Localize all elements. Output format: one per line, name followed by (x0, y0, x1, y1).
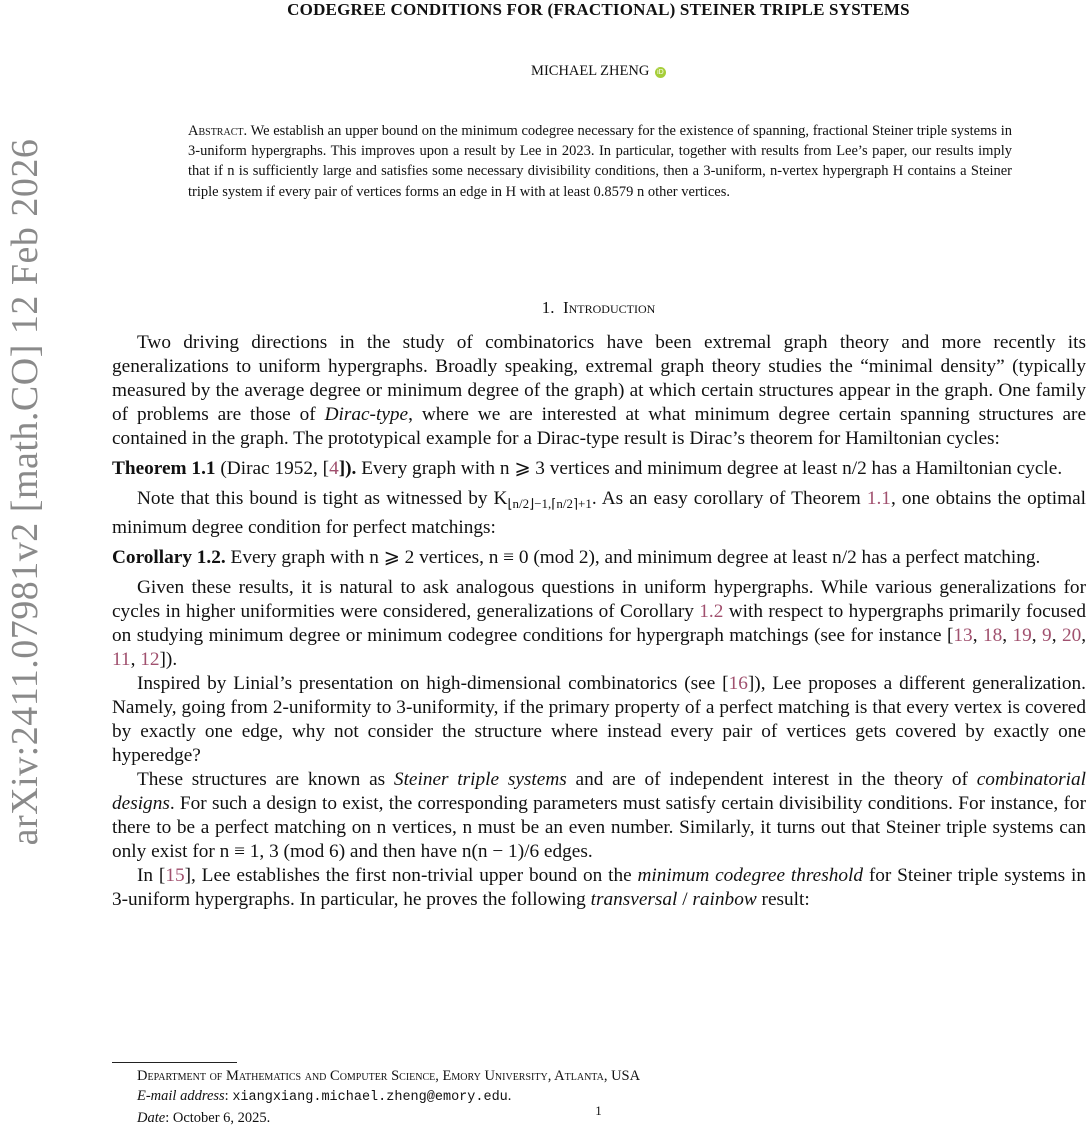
citation-link[interactable]: 4 (329, 458, 339, 479)
citation-link[interactable]: 13 (953, 625, 973, 646)
paper-title: CODEGREE CONDITIONS FOR (FRACTIONAL) STEINER TRIPLE SYSTEMS (287, 0, 910, 19)
emphasis-text: combinatorial designs (112, 769, 1087, 814)
text-segment: , (1081, 625, 1087, 646)
citation-link[interactable]: 20 (1061, 625, 1082, 646)
text-segment: ]), Lee proposes a different generalization. Namely, going from 2-uniformity to 3-uniformity, if the primary property of a perfect matching is that every vertex is covered by exactly one edge, why not consider the structure where instead every pair of vertices gets covered by exactly one hyperedge? (112, 673, 1086, 766)
citation-link[interactable]: 1.2 (699, 601, 724, 622)
text-segment: , where we are interested at what minimum degree certain spanning structures are contained in the graph. The prototypical example for a Dirac-type result is Dirac’s theorem for Hamiltonian cycles: (112, 404, 1086, 449)
theorem-environment (112, 457, 1086, 481)
theorem-label: Theorem 1.1 (112, 458, 216, 479)
footnote-rule (112, 1062, 237, 1063)
abstract-text: We establish an upper bound on the minimum codegree necessary for the existence of spanning, fractional Steiner triple systems in 3-uniform hypergraphs. This improves upon a result by Lee in 2023. In particular, together with results from Lee’s paper, our results imply that if n is sufficiently large and satisfies some necessary divisibility conditions, then a 3-uniform, n-vertex hypergraph H contains a Steiner triple system if every pair of vertices forms an edge in H with at least 0.8579 n other vertices. (188, 123, 1012, 200)
paragraph (112, 768, 1086, 864)
text-segment: Every graph with n ⩾ 2 vertices, n ≡ 0 (mod 2), and minimum degree at least n/2 has a perfect matching. (225, 547, 1041, 568)
text-segment: , (1002, 625, 1013, 646)
text-segment: , (1031, 625, 1043, 646)
text-segment: , (130, 649, 141, 670)
subscript: ⌊n/2⌋−1,⌈n/2⌉+1 (507, 496, 592, 511)
theorem-environment (112, 546, 1086, 570)
text-segment: (Dirac 1952, [ (215, 458, 330, 479)
arxiv-identifier: arXiv:2411.07981v2 [math.CO] 12 Feb 2026 (4, 138, 46, 846)
text-segment: , one obtains the optimal minimum degree condition for perfect matchings: (112, 488, 1086, 538)
text-segment: Note that this bound is tight as witnessed by K (137, 488, 508, 509)
text-segment: Inspired by Linial’s presentation on high-dimensional combinatorics (see [ (137, 673, 729, 694)
email-link[interactable]: xiangxiang.michael.zheng@emory.edu (232, 1090, 508, 1105)
paragraph (112, 672, 1086, 768)
citation-link[interactable]: 1.1 (866, 488, 891, 509)
theorem-label: ]) (338, 458, 352, 479)
text-segment: Every graph with n ⩾ 3 vertices and minimum degree at least n/2 has a Hamiltonian cycle. (356, 458, 1063, 479)
text-segment: In [ (137, 865, 166, 886)
abstract (188, 121, 1012, 202)
text-segment: Two driving directions in the study of combinatorics have been extremal graph theory and more recently its generalizations to uniform hypergraphs. Broadly speaking, extremal graph theory studies the “minimal density” (typically measured by the average degree or minimum degree of the graph) at which certain structures appear in the graph. One family of problems are those of (112, 332, 1086, 425)
text-segment: . For such a design to exist, the corresponding parameters must satisfy certain divisibility conditions. For instance, for there to be a perfect matching on n vertices, n must be an even number. Similarly, it turns out that Steiner triple systems can only exist for n ≡ 1, 3 (mod 6) and then have n(n − 1)/6 edges. (112, 793, 1086, 862)
text-segment: , (1051, 625, 1062, 646)
email-label: E-mail address (137, 1088, 225, 1104)
author (112, 63, 1085, 80)
emphasis-text: Steiner triple systems (393, 769, 567, 790)
theorem-label: . (351, 458, 357, 479)
date: October 6, 2025. (172, 1110, 271, 1126)
theorem-label: Corollary 1.2. (112, 547, 226, 568)
citation-link[interactable]: 16 (728, 673, 748, 694)
section-heading (112, 298, 1085, 318)
emphasis-text: Dirac-type (324, 404, 409, 425)
text-segment: result: (756, 889, 810, 910)
page-number: 1 (595, 1103, 602, 1118)
citation-link[interactable]: 9 (1042, 625, 1052, 646)
text-segment: These structures are known as (137, 769, 394, 790)
text-segment: , (972, 625, 983, 646)
date-label: Date (137, 1110, 166, 1126)
section-title: Introduction (562, 298, 656, 317)
text-segment: Given these results, it is natural to ask analogous questions in uniform hypergraphs. While various generalizations for cycles in higher uniformities were considered, generalizations of Corollary (112, 577, 1086, 622)
text-segment: ], Lee establishes the first non-trivial upper bound on the (184, 865, 638, 886)
orcid-icon[interactable]: iD (655, 67, 666, 78)
emphasis-text: minimum codegree threshold (637, 865, 863, 886)
text-segment: ]). (159, 649, 178, 670)
text-segment: and are of independent interest in the theory of (566, 769, 977, 790)
author-name: MICHAEL ZHENG (531, 63, 650, 79)
affiliation: Department of Mathematics and Computer Science, Emory University, Atlanta, USA (137, 1068, 641, 1084)
paragraph (112, 576, 1086, 672)
section-number: 1. (541, 298, 555, 317)
body-text (112, 331, 1086, 912)
text-segment: / (677, 889, 693, 910)
paragraph (112, 487, 1086, 540)
paragraph (112, 864, 1086, 912)
text-segment: for Steiner triple systems in 3-uniform hypergraphs. In particular, he proves the following (112, 865, 1086, 910)
emphasis-text: rainbow (692, 889, 757, 910)
text-segment: . As an easy corollary of Theorem (591, 488, 867, 509)
citation-link[interactable]: 15 (165, 865, 185, 886)
citation-link[interactable]: 18 (982, 625, 1003, 646)
citation-link[interactable]: 11 (112, 649, 131, 670)
citation-link[interactable]: 19 (1012, 625, 1032, 646)
paragraph (112, 331, 1086, 451)
emphasis-text: transversal (590, 889, 678, 910)
abstract-label: Abstract. (188, 123, 248, 139)
footnotes: Department of Mathematics and Computer Science, Emory University, Atlanta, USA E-mail address: xiangxiang.michael.zheng@emory.edu. Date: October 6, 2025. (137, 1068, 641, 1126)
citation-link[interactable]: 12 (140, 649, 160, 670)
text-segment: with respect to hypergraphs primarily focused on studying minimum degree or minimum codegree conditions for hypergraph matchings (see for instance [ (112, 601, 1086, 646)
